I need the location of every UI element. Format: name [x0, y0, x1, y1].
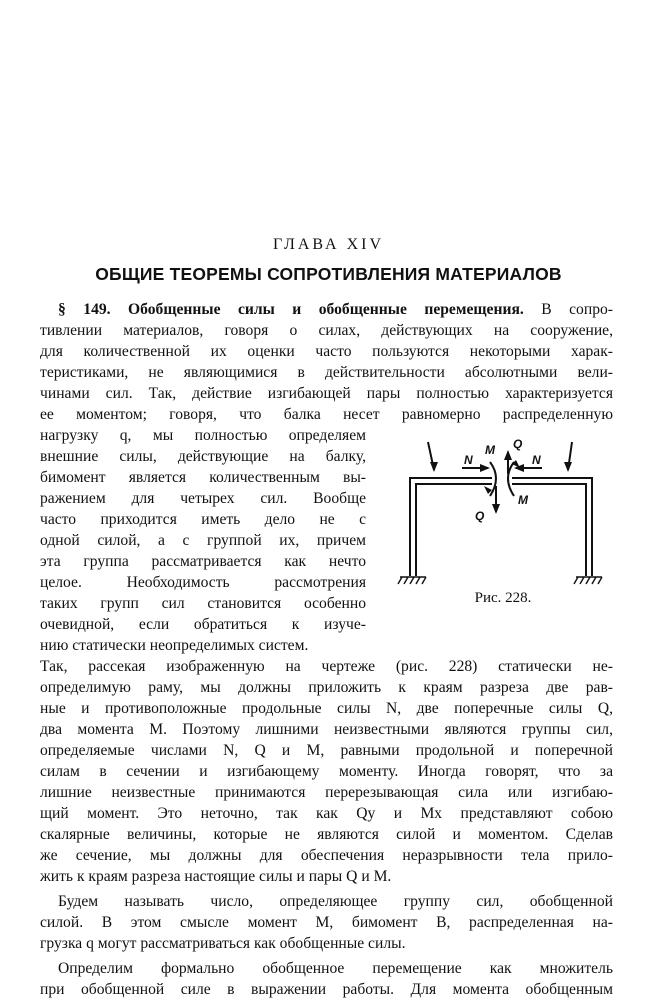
- paragraph-line: же сечение, мы должны для обеспечения неразрывности тела прило-: [40, 847, 613, 864]
- paragraph-line: определяемые числами N, Q и M, равными продольной и поперечной: [40, 742, 613, 759]
- chapter-title: ОБЩИЕ ТЕОРЕМЫ СОПРОТИВЛЕНИЯ МАТЕРИАЛОВ: [95, 264, 562, 284]
- paragraph-line: грузка q могут рассматриваться как обобщенные силы.: [40, 935, 406, 952]
- paragraph-line: ные и противоположные продольные силы N, две поперечные силы Q,: [40, 700, 613, 717]
- label-n-right: N: [532, 453, 541, 467]
- section-heading: § 149. Обобщенные силы и обобщенные перемещения.: [58, 301, 524, 318]
- paragraph-line: силой. В этом смысле момент M, бимомент B, распределенная на-: [40, 914, 613, 931]
- paragraph-line: нию статически неопределимых систем.: [40, 637, 309, 654]
- paragraph-line: тивлении материалов, говоря о силах, действующих на сооружение,: [40, 322, 613, 339]
- paragraph-line: эта группа рассматривается как нечто: [40, 553, 366, 570]
- paragraph-line: § 149. Обобщенные силы и обобщенные перемещения. В сопро-: [58, 301, 613, 318]
- label-q-left: Q: [475, 509, 485, 523]
- frame-left-inner: [416, 484, 492, 576]
- paragraph-line: целое. Необходимость рассмотрения: [40, 574, 366, 591]
- frame-left-part: [410, 478, 492, 576]
- paragraph-line: жить к краям разреза настоящие силы и пары Q и M.: [40, 868, 392, 885]
- paragraph-line: внешние силы, действующие на балку,: [40, 448, 366, 465]
- paragraph-line: нагрузку q, мы полностью определяем: [40, 427, 366, 444]
- paragraph-line: ражением для четырех сил. Вообще: [40, 490, 366, 507]
- paragraph-line: скалярные величины, которые не являются силой и моментом. Сделав: [40, 826, 613, 843]
- paragraph-line: силам в сечении и изгибающему моменту. Иногда говорят, что за: [40, 763, 613, 780]
- figure-caption: Рис. 228.: [474, 590, 532, 606]
- paragraph-line: часто приходится иметь дело не с: [40, 511, 366, 528]
- paragraph-line: теристиками, не являющимися в действительности абсолютными вели-: [40, 364, 613, 381]
- paragraph-line: два момента M. Поэтому лишними неизвестными являются группы сил,: [40, 721, 613, 738]
- label-m-left: M: [485, 443, 495, 457]
- paragraph-line: одной силой, а с группой их, причем: [40, 532, 366, 549]
- paragraph-line: бимомент является количественным вы-: [40, 469, 366, 486]
- paragraph-line: очевидной, если обратиться к изуче-: [40, 616, 366, 633]
- paragraph-line: чинами сил. Так, действие изгибающей пары полностью характеризуется: [40, 385, 613, 402]
- label-q-right: Q: [513, 437, 523, 451]
- paragraph-line: ее моментом; говоря, что балка несет равномерно распределенную: [40, 406, 613, 423]
- frame-diagram: [392, 434, 614, 610]
- chapter-heading: ГЛАВА XIV: [272, 236, 385, 253]
- label-m-right: M: [518, 493, 528, 507]
- paragraph-line: Будем называть число, определяющее группу сил, обобщенной: [58, 893, 613, 910]
- paragraph-line: определимую раму, мы должны приложить к краям разреза две рав-: [40, 679, 613, 696]
- label-n-left: N: [464, 453, 473, 467]
- paragraph-line: при обобщенной силе в выражении работы. Для момента обобщенным: [40, 981, 613, 998]
- paragraph-line: для количественной их оценки часто пользуются некоторыми харак-: [40, 343, 613, 360]
- paragraph-line: Так, рассекая изображенную на чертеже (рис. 228) статически не-: [40, 658, 613, 675]
- paragraph-line: лишние неизвестные принимаются перерезывающая сила или изгибаю-: [40, 784, 613, 801]
- paragraph-line: щий момент. Это неточно, так как Qy и Mx представляют собою: [40, 805, 613, 822]
- paragraph-line: Определим формально обобщенное перемещение как множитель: [58, 960, 613, 977]
- paragraph-line: таких групп сил становится особенно: [40, 595, 366, 612]
